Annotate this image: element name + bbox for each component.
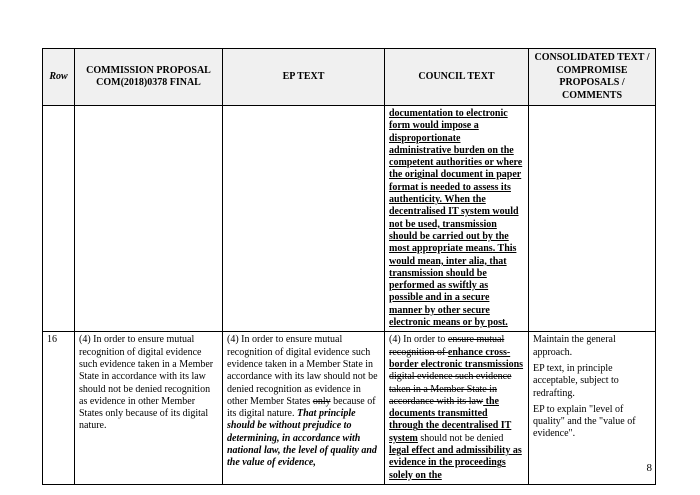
header-commission: COMMISSION PROPOSAL COM(2018)0378 FINAL xyxy=(75,49,223,106)
council-plain: should not be denied xyxy=(417,432,504,444)
ep-text-amendment: That principle should be without prejudice to determining, in accordance with national law, the level of quality and the value of evidence, xyxy=(227,408,377,469)
header-consolidated: CONSOLIDATED TEXT / COMPROMISE PROPOSALS / COMMENTS xyxy=(529,49,656,106)
cell-comments xyxy=(529,332,656,485)
cell-comments-empty xyxy=(529,106,656,332)
comment-3: EP to explain "level of quality" and the "value of evidence". xyxy=(533,403,636,440)
ep-text-part2: because of its digital nature. xyxy=(227,395,376,420)
comment-1: Maintain the general approach. xyxy=(533,334,616,358)
council-deleted-2: digital evidence such evidence taken in a Member State in accordance with its law xyxy=(389,371,512,407)
cell-ep xyxy=(223,332,385,485)
council-added-1: enhance cross-border electronic transmissions xyxy=(389,346,524,370)
table-row xyxy=(43,332,656,485)
council-prefix: (4) In order to xyxy=(389,334,448,346)
table-header-row xyxy=(43,49,656,106)
comparison-table xyxy=(42,48,656,485)
cell-ep-empty xyxy=(223,106,385,332)
council-added-2: the documents transmitted through the decentralised IT system xyxy=(389,395,512,444)
header-ep: EP TEXT xyxy=(223,49,385,106)
council-continuation-text: documentation to electronic form would impose a disproportionate administrative burden on the competent authorities or where the original document in paper format is needed to assess its authenticity. When the decentralised IT system would not be used, transmission should be carried out by the most appropriate means. This would mean, inter alia, that transmission should be performed as swiftly as possible and in a secure manner by other secure electronic means or by post. xyxy=(389,108,523,329)
council-added-3: legal effect and admissibility as evidence in the proceedings solely on the xyxy=(389,445,522,481)
header-row: Row xyxy=(43,49,75,106)
page-number: 8 xyxy=(646,462,652,474)
header-council: COUNCIL TEXT xyxy=(385,49,529,106)
cell-commission-empty xyxy=(75,106,223,332)
table-row xyxy=(43,106,656,332)
council-deleted-1: ensure mutual recognition of xyxy=(389,334,505,358)
commission-text: (4) In order to ensure mutual recognition of digital evidence such evidence taken in a Member State in accordance with its law should not be denied recognition as evidence in other Member States only because of its digital nature. xyxy=(79,334,214,432)
ep-text-part1: (4) In order to ensure mutual recognition of digital evidence such evidence taken in a Member State in accordance with its law should not be denied recognition as evidence in other Member States xyxy=(227,334,378,407)
cell-council-continuation xyxy=(385,106,529,332)
ep-text-deleted: only xyxy=(312,395,331,407)
row-number: 16 xyxy=(43,332,75,485)
cell-row-empty xyxy=(43,106,75,332)
cell-commission xyxy=(75,332,223,485)
cell-council xyxy=(385,332,529,485)
comment-2: EP text, in principle acceptable, subject to redrafting. xyxy=(533,362,619,399)
